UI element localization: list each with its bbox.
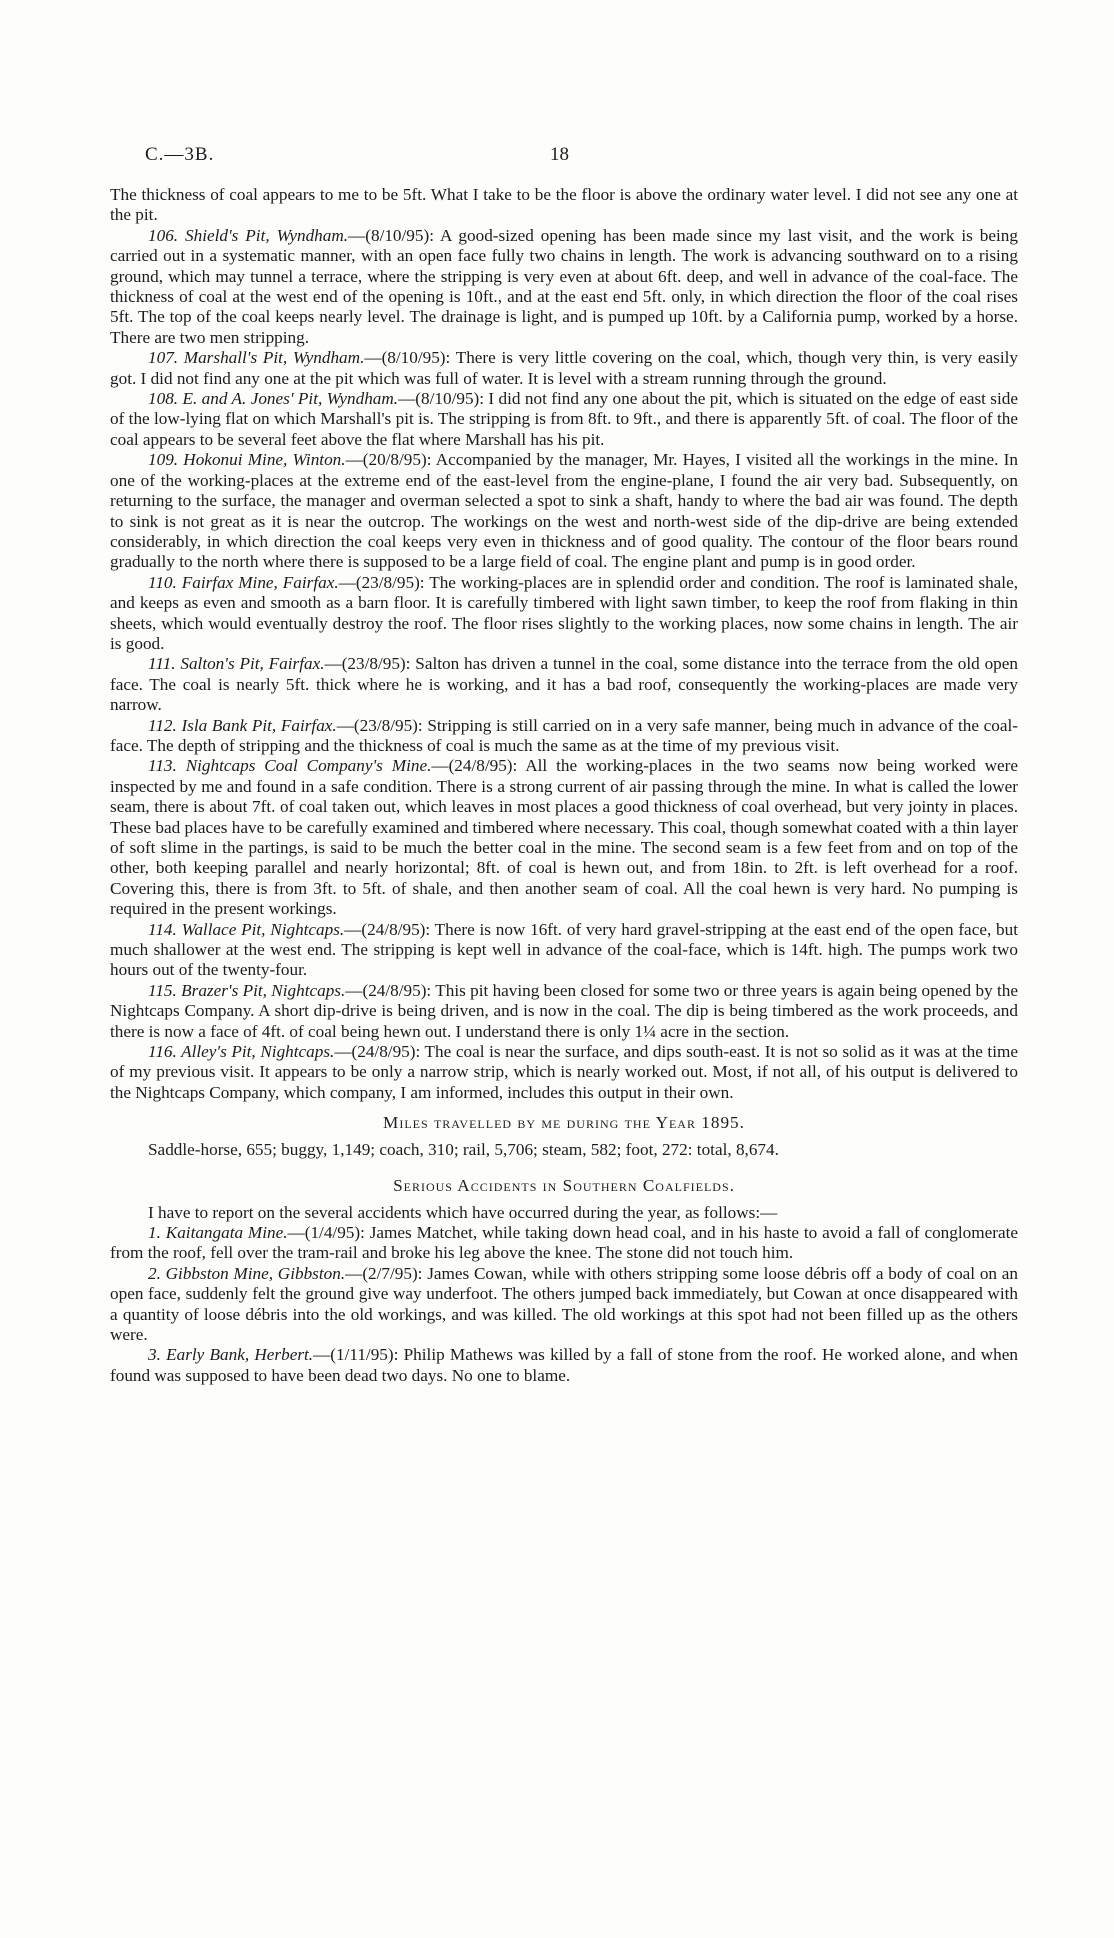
section-heading-accidents: Serious Accidents in Southern Coalfields. bbox=[393, 1176, 735, 1196]
paragraph-lead: 115. Brazer's Pit, Nightcaps. bbox=[148, 980, 346, 1000]
paragraph-lead: 114. Wallace Pit, Nightcaps. bbox=[148, 919, 345, 939]
accidents-intro: I have to report on the several accidents which have occurred during the year, as follows:— bbox=[148, 1202, 778, 1222]
paragraph-lead: 109. Hokonui Mine, Winton. bbox=[148, 450, 346, 470]
paragraph: 109. Hokonui Mine, Winton.—(20/8/95): Accompanied by the manager, Mr. Hayes, I visited all the workings in the mine. In one of the working-places at the extreme end of the east-level from the engine-plane, I found the air very bad. Subsequently, on returning to the surface, the manager and overman selected a spot to sink a shaft, handy to where the bad air was found. The depth to sink is not great as it is near the outcrop. The workings on the west and north-west side of the dip-drive are being extended considerably, in which direction the coal keeps very even in thickness and of good quality. The contour of the floor bears round gradually to the north where there is supposed to be a large field of coal. The engine plant and pump is in good order. bbox=[110, 450, 1018, 572]
miles-paragraph: Saddle-horse, 655; buggy, 1,149; coach, 310; rail, 5,706; steam, 582; foot, 272: total, 8,674. bbox=[148, 1139, 779, 1159]
page-number: 18 bbox=[550, 144, 569, 165]
paragraph: 114. Wallace Pit, Nightcaps.—(24/8/95): There is now 16ft. of very hard gravel-stripping at the east end of the open face, but much shallower at the west end. The stripping is kept well in advance of the coal-face, which is 14ft. high. The pumps work two hours out of the twenty-four. bbox=[110, 919, 1018, 980]
paragraph: 111. Salton's Pit, Fairfax.—(23/8/95): Salton has driven a tunnel in the coal, some distance into the terrace from the old open face. The coal is nearly 5ft. thick where he is working, and it has a bad roof, consequently the working-places are made very narrow. bbox=[110, 654, 1018, 715]
paragraph: 113. Nightcaps Coal Company's Mine.—(24/8/95): All the working-places in the two seams now being worked were inspected by me and found in a safe condition. There is a strong current of air passing through the mine. In what is called the lower seam, there is about 7ft. of coal taken out, which leaves in most places a good thickness of coal overhead, but very jointy in places. These bad places have to be carefully examined and timbered where necessary. This coal, though somewhat coated with a thin layer of soft slime in the partings, is said to be much the better coal in the mine. The second seam is a few feet from and on top of the other, both keeping parallel and nearly horizontal; 8ft. of coal is hewn out, and from 18in. to 2ft. is left overhead for a roof. Covering this, there is from 3ft. to 5ft. of shale, and then another seam of coal. All the coal hewn is very hard. No pumping is required in the present workings. bbox=[110, 756, 1018, 919]
accident-lead: 2. Gibbston Mine, Gibbston. bbox=[148, 1263, 346, 1283]
paragraph: 110. Fairfax Mine, Fairfax.—(23/8/95): The working-places are in splendid order and condition. The roof is laminated shale, and keeps as even and smooth as a barn floor. It is carefully timbered with light sawn timber, to keep the roof from flaking in thin sheets, which would eventually destroy the roof. The floor rises slightly to the working places, now some chains in length. The air is good. bbox=[110, 572, 1018, 653]
paragraph-lead: 112. Isla Bank Pit, Fairfax. bbox=[148, 715, 337, 735]
paragraph: 108. E. and A. Jones' Pit, Wyndham.—(8/10/95): I did not find any one about the pit, which is situated on the edge of east side of the low-lying flat on which Marshall's pit is. The stripping is from 8ft. to 9ft., and there is apparently 5ft. of coal. The floor of the coal appears to be several feet above the flat where Marshall has his pit. bbox=[110, 389, 1018, 449]
paragraph-lead: 116. Alley's Pit, Nightcaps. bbox=[148, 1042, 335, 1062]
paragraph-lead: 111. Salton's Pit, Fairfax. bbox=[148, 654, 325, 674]
paragraph-lead: 107. Marshall's Pit, Wyndham. bbox=[148, 348, 365, 368]
report-body bbox=[110, 185, 1018, 1386]
paragraph: 116. Alley's Pit, Nightcaps.—(24/8/95): The coal is near the surface, and dips south-east. It is not so solid as it was at the time of my previous visit. It appears to be only a narrow strip, which is nearly worked out. Most, if not all, of his output is delivered to the Nightcaps Company, which company, I am informed, includes this output in their own. bbox=[110, 1042, 1018, 1102]
paragraph-lead: 108. E. and A. Jones' Pit, Wyndham. bbox=[148, 389, 399, 409]
paragraph: 106. Shield's Pit, Wyndham.—(8/10/95): A good-sized opening has been made since my last visit, and the work is being carried out in a systematic manner, with an open face fully two chains in length. The work is advancing southward on to a rising ground, which may tunnel a terrace, where the stripping is very even at about 6ft. deep, and well in advance of the coal-face. The thickness of coal at the west end of the opening is 10ft., and at the east end 5ft. only, in which direction the floor of the coal rises 5ft. The top of the coal keeps nearly level. The drainage is light, and is pumped up 10ft. by a California pump, worked by a horse. There are two men stripping. bbox=[110, 225, 1018, 347]
paragraph-lead: 106. Shield's Pit, Wyndham. bbox=[148, 225, 349, 245]
paragraph-lead: 113. Nightcaps Coal Company's Mine. bbox=[148, 756, 432, 776]
paragraph: The thickness of coal appears to me to be 5ft. What I take to be the floor is above the ordinary water level. I did not see any one at the pit. bbox=[110, 185, 1018, 225]
accident-item: 2. Gibbston Mine, Gibbston.—(2/7/95): James Cowan, while with others stripping some loose débris off a body of coal on an open face, suddenly felt the ground give way underfoot. The others jumped back immediately, but Cowan at once disappeared with a quantity of loose débris into the old workings, and was killed. The old workings at this spot had not been filled up as the others were. bbox=[110, 1263, 1019, 1344]
accident-item: 1. Kaitangata Mine.—(1/4/95): James Matchet, while taking down head coal, and in his haste to avoid a fall of conglomerate from the roof, fell over the tram-rail and broke his leg above the knee. The stone did not touch him. bbox=[110, 1222, 1018, 1263]
accident-item: 3. Early Bank, Herbert.—(1/11/95): Philip Mathews was killed by a fall of stone from the roof. He worked alone, and when found was supposed to have been dead two days. No one to blame. bbox=[110, 1345, 1018, 1385]
paragraph: 112. Isla Bank Pit, Fairfax.—(23/8/95): Stripping is still carried on in a very safe manner, being much in advance of the coal-face. The depth of stripping and the thickness of coal is much the same as at the time of my previous visit. bbox=[110, 715, 1018, 755]
section-heading-miles: Miles travelled by me during the Year 1895. bbox=[383, 1113, 745, 1133]
report-code: C.—3B. bbox=[145, 144, 215, 165]
paragraph: 107. Marshall's Pit, Wyndham.—(8/10/95): There is very little covering on the coal, which, though very thin, is very easily got. I did not find any one at the pit which was full of water. It is level with a stream running through the ground. bbox=[110, 348, 1018, 388]
accident-lead: 3. Early Bank, Herbert. bbox=[148, 1345, 314, 1365]
accident-lead: 1. Kaitangata Mine. bbox=[148, 1222, 288, 1242]
paragraph-lead: 110. Fairfax Mine, Fairfax. bbox=[148, 572, 339, 592]
paragraph: 115. Brazer's Pit, Nightcaps.—(24/8/95): This pit having been closed for some two or three years is again being opened by the Nightcaps Company. A short dip-drive is being driven, and is now in the coal. The dip is being timbered as the work proceeds, and there is now a face of 4ft. of coal being hewn out. I understand there is only 1¼ acre in the section. bbox=[110, 980, 1018, 1041]
